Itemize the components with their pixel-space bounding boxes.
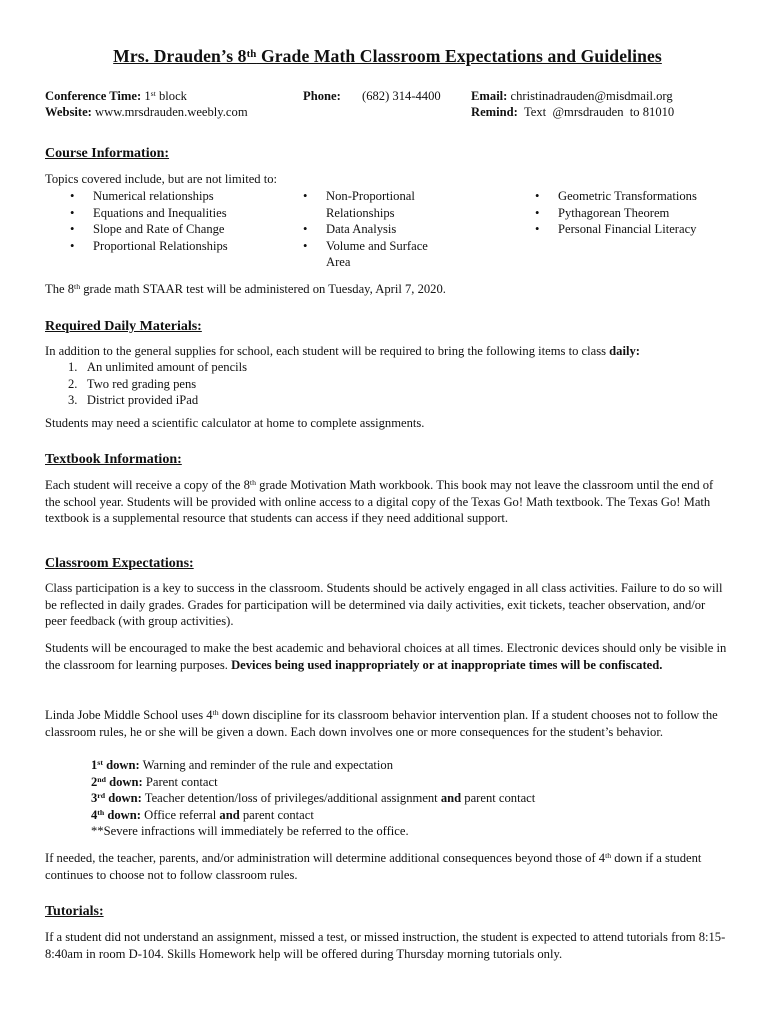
tutorials-heading: Tutorials: bbox=[45, 904, 104, 919]
list-item: 3. District provided iPad bbox=[68, 393, 199, 408]
additional-consequences-text: If needed, the teacher, parents, and/or administration will determine additional consequences beyond those of 4th down if a student continues to choose not to follow classroom rules. bbox=[45, 851, 702, 882]
downs-list bbox=[45, 757, 730, 840]
tutorials-text: If a student did not understand an assignment, missed a test, or missed instruction, the student is expected to attend tutorials from 8:15-8:40am in room D-104. Skills Homework help will be offered during Thursday morning tutorials only. bbox=[45, 930, 726, 961]
severe-note: **Severe infractions will immediately be referred to the office. bbox=[91, 824, 409, 839]
website[interactable]: Website: www.mrsdrauden.weebly.com bbox=[45, 105, 248, 119]
list-item: • Slope and Rate of Change bbox=[45, 221, 285, 238]
list-item: 4th down: Office referral and parent contact bbox=[91, 807, 314, 822]
list-item: • Proportional Relationships bbox=[45, 238, 285, 255]
email[interactable]: Email: christinadrauden@misdmail.org bbox=[471, 89, 673, 103]
calculator-note: Students may need a scientific calculator at home to complete assignments. bbox=[45, 416, 425, 430]
materials-intro: In addition to the general supplies for school, each student will be required to bring the following items to class daily: bbox=[45, 344, 640, 358]
topics-list-col1 bbox=[45, 188, 285, 254]
topics-list-col2 bbox=[278, 188, 438, 271]
phone-number: (682) 314-4400 bbox=[362, 89, 441, 103]
list-item: • Geometric Transformations bbox=[510, 188, 730, 205]
participation-text: Class participation is a key to success in the classroom. Students should be actively engaged in all class activities. Failure to do so will be reflected in daily grades. Grades for participation will be determined via daily activities, exit tickets, teacher observation, and/or peer feedback (with group activities). bbox=[45, 581, 723, 629]
list-item: • Numerical relationships bbox=[45, 188, 285, 205]
course-info-heading: Course Information: bbox=[45, 146, 170, 161]
topics-list-col3 bbox=[510, 188, 730, 238]
list-item: 3rd down: Teacher detention/loss of privileges/additional assignment and parent contact bbox=[91, 791, 536, 806]
staar-date: The 8th grade math STAAR test will be administered on Tuesday, April 7, 2020. bbox=[45, 282, 446, 296]
list-item: • Data Analysis bbox=[278, 221, 438, 238]
list-item: 2. Two red grading pens bbox=[68, 376, 197, 391]
expectations-heading: Classroom Expectations: bbox=[45, 556, 194, 571]
discipline-text: Linda Jobe Middle School uses 4th down discipline for its classroom behavior intervention plan. If a student chooses not to follow the classroom rules, he or she will be given a down. Each down involves one or more consequences for the student’s behavior. bbox=[45, 708, 718, 739]
phone-label: Phone: bbox=[303, 89, 341, 103]
list-item: 1. An unlimited amount of pencils bbox=[68, 360, 248, 374]
conference-time: Conference Time: 1st block bbox=[45, 89, 187, 103]
list-item: 2nd down: Parent contact bbox=[91, 774, 218, 789]
list-item: • Equations and Inequalities bbox=[45, 205, 285, 222]
list-item: • Non-Proportional Relationships bbox=[278, 188, 438, 221]
topics-intro: Topics covered include, but are not limited to: bbox=[45, 172, 278, 186]
materials-heading: Required Daily Materials: bbox=[45, 319, 202, 334]
list-item: • Personal Financial Literacy bbox=[510, 221, 730, 238]
textbook-heading: Textbook Information: bbox=[45, 452, 182, 467]
materials-list bbox=[45, 359, 247, 409]
list-item: • Pythagorean Theorem bbox=[510, 205, 730, 222]
remind: Remind: Text @mrsdrauden to 81010 bbox=[471, 105, 675, 119]
textbook-text: Each student will receive a copy of the 8th grade Motivation Math workbook. This book may not leave the classroom until the end of the school year. Students will be provided with online access to a digital copy of the Texas Go! Math textbook. The Texas Go! Math textbook is a supplemental resource that students can access if they need additional support. bbox=[45, 478, 714, 526]
page-title: Mrs. Drauden’s 8th Grade Math Classroom Expectations and Guidelines bbox=[113, 46, 662, 66]
devices-text: Students will be encouraged to make the best academic and behavioral choices at all times. Electronic devices should only be visible in the classroom for learning purposes. Devices being used inappropriately or at inappropriate times will be confiscated. bbox=[45, 641, 727, 672]
list-item: • Volume and Surface Area bbox=[278, 238, 438, 271]
list-item: 1st down: Warning and reminder of the rule and expectation bbox=[91, 758, 394, 772]
